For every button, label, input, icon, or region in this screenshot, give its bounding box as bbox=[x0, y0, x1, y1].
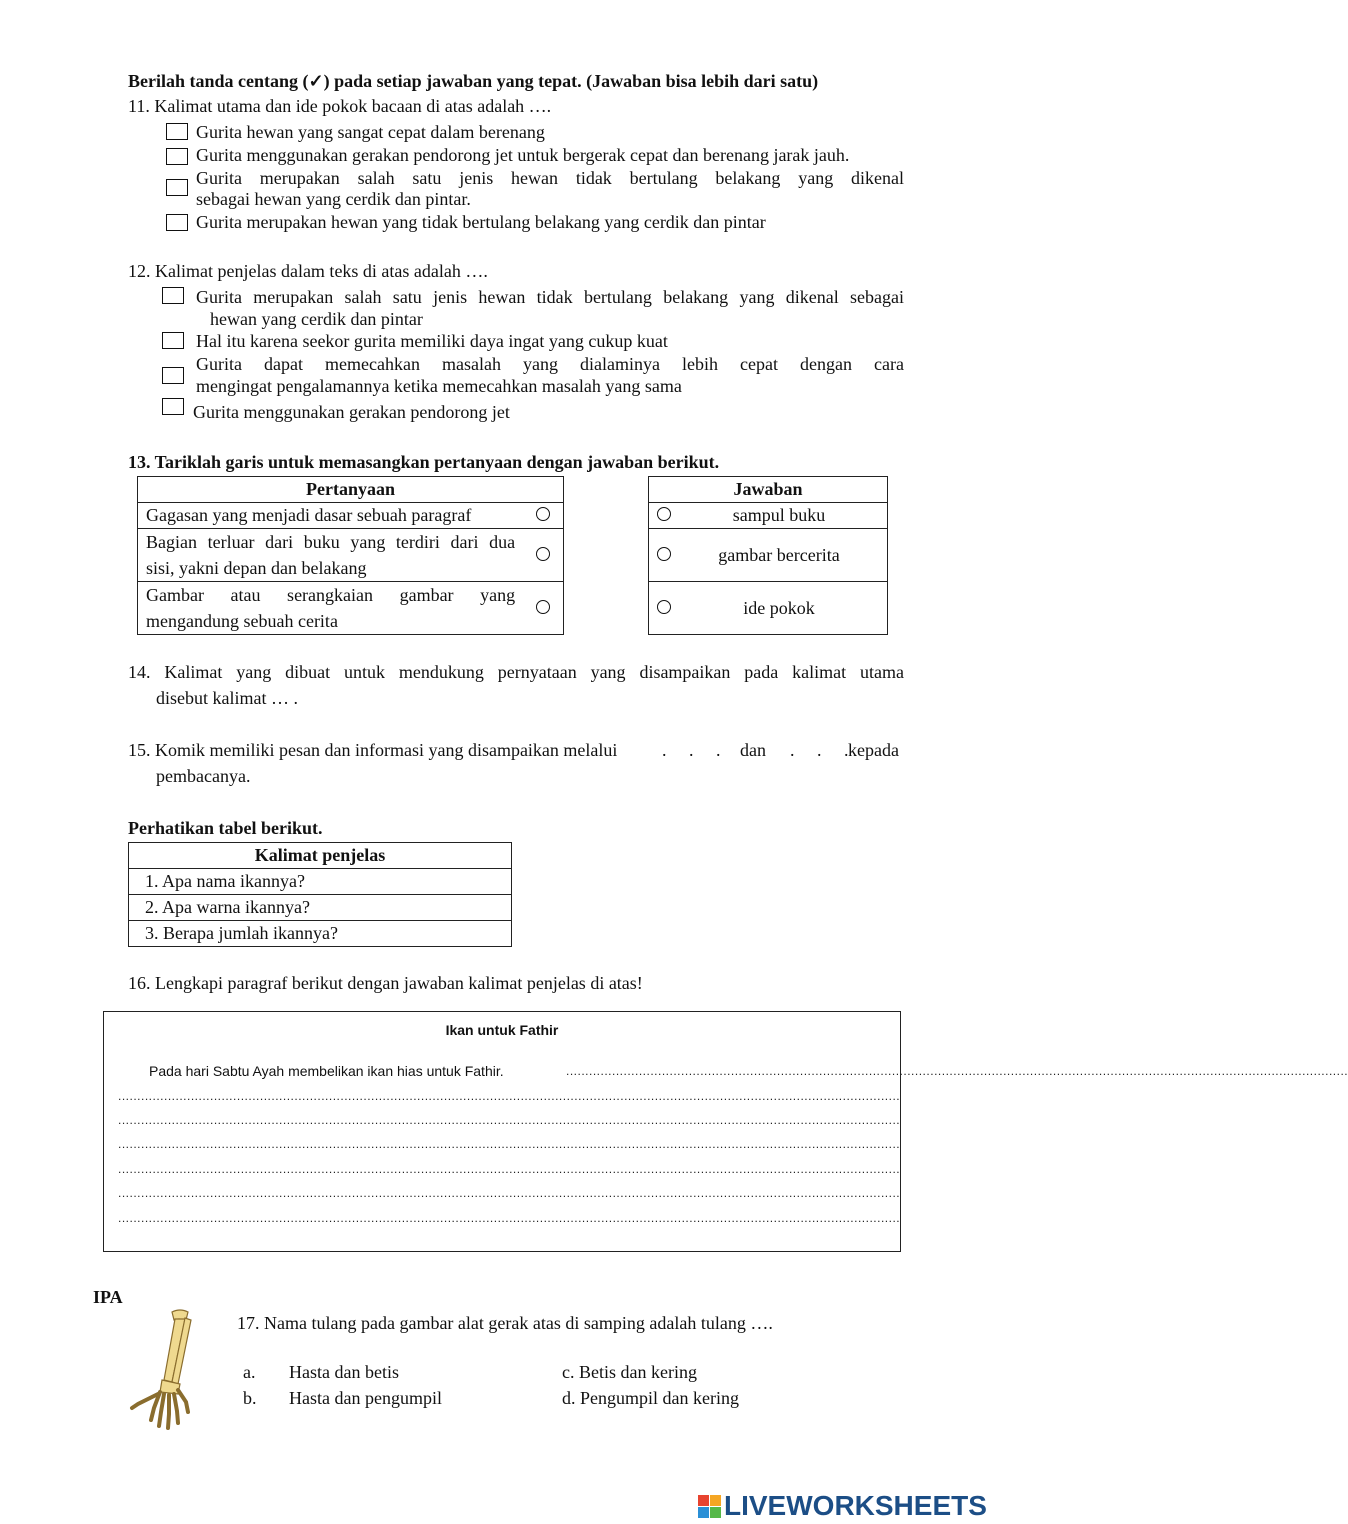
question-1: Gagasan yang menjadi dasar sebuah paragraf bbox=[146, 505, 472, 525]
answer-1-match-dot[interactable] bbox=[657, 507, 671, 521]
question-15-blank-2[interactable]: . . . bbox=[790, 740, 858, 760]
checkbox-q12-b[interactable] bbox=[162, 332, 184, 349]
ipa-heading: IPA bbox=[93, 1287, 123, 1307]
question-3-line2: mengandung sebuah cerita bbox=[146, 611, 338, 631]
checkbox-q12-c[interactable] bbox=[162, 367, 184, 384]
question-15-and: dan bbox=[740, 740, 766, 760]
penjelas-row-3: 3. Berapa jumlah ikannya? bbox=[129, 921, 512, 947]
logo-text: LIVEWORKSHEETS bbox=[724, 1490, 987, 1521]
question-15-line2: pembacanya. bbox=[156, 766, 251, 786]
answers-table bbox=[648, 476, 888, 635]
q12-option-c-line2: mengingat pengalamannya ketika memecahkan masalah yang sama bbox=[196, 376, 682, 396]
question-14-line2: disebut kalimat … . bbox=[156, 688, 298, 708]
checkbox-q11-a[interactable] bbox=[166, 123, 188, 140]
q12-option-a-line2: hewan yang cerdik dan pintar bbox=[210, 309, 423, 329]
arm-bones-image bbox=[128, 1308, 218, 1433]
instruction-text: Berilah tanda centang (✓) pada setiap jawaban yang tepat. (Jawaban bisa lebih dari satu) bbox=[128, 71, 819, 91]
q11-option-c-line2: sebagai hewan yang cerdik dan pintar. bbox=[196, 189, 471, 209]
q17-option-c[interactable]: c. Betis dan kering bbox=[562, 1362, 697, 1382]
question-12-text: 12. Kalimat penjelas dalam teks di atas adalah …. bbox=[128, 261, 488, 281]
answers-header: Jawaban bbox=[649, 477, 888, 503]
question-13-text: 13. Tariklah garis untuk memasangkan pertanyaan dengan jawaban berikut. bbox=[128, 452, 720, 472]
question-2-match-dot[interactable] bbox=[536, 547, 550, 561]
question-15-to: kepada bbox=[848, 740, 899, 760]
checkbox-q12-d[interactable] bbox=[162, 398, 184, 415]
q12-option-d: Gurita menggunakan gerakan pendorong jet bbox=[193, 402, 510, 422]
questions-header: Pertanyaan bbox=[138, 477, 564, 503]
penjelas-table bbox=[128, 842, 512, 947]
q17-option-d[interactable]: d. Pengumpil dan kering bbox=[562, 1388, 739, 1408]
logo-blocks-icon bbox=[698, 1495, 721, 1518]
penjelas-header: Kalimat penjelas bbox=[129, 843, 512, 869]
answer-line-6[interactable]: ............................................................................................................................................................................................................ bbox=[118, 1211, 901, 1225]
answer-2-match-dot[interactable] bbox=[657, 547, 671, 561]
question-14-line1: 14. Kalimat yang dibuat untuk mendukung pernyataan yang disampaikan pada kalimat utama bbox=[128, 662, 904, 682]
q11-option-d: Gurita merupakan hewan yang tidak bertulang belakang yang cerdik dan pintar bbox=[196, 212, 766, 232]
checkbox-q11-c[interactable] bbox=[166, 179, 188, 196]
q11-option-a: Gurita hewan yang sangat cepat dalam berenang bbox=[196, 122, 545, 142]
question-11-text: 11. Kalimat utama dan ide pokok bacaan di atas adalah …. bbox=[128, 96, 552, 116]
paragraph-box bbox=[103, 1011, 1348, 1252]
questions-table bbox=[137, 476, 564, 635]
q12-option-c-line1: Gurita dapat memecahkan masalah yang dialaminya lebih cepat dengan cara bbox=[196, 354, 904, 374]
answer-3: ide pokok bbox=[671, 582, 888, 635]
q12-option-a-line1: Gurita merupakan salah satu jenis hewan tidak bertulang belakang yang dikenal sebagai bbox=[196, 287, 904, 307]
question-1-match-dot[interactable] bbox=[536, 507, 550, 521]
question-3-line1: Gambar atau serangkaian gambar yang bbox=[146, 585, 516, 605]
answer-line-0[interactable]: ............................................................................................................................................................................................................ bbox=[566, 1064, 1348, 1078]
question-cell-2 bbox=[138, 529, 524, 582]
question-16-text: 16. Lengkapi paragraf berikut dengan jawaban kalimat penjelas di atas! bbox=[128, 973, 643, 993]
answer-line-1[interactable]: ............................................................................................................................................................................................................ bbox=[118, 1089, 901, 1103]
q12-option-b: Hal itu karena seekor gurita memiliki daya ingat yang cukup kuat bbox=[196, 331, 668, 351]
answer-2: gambar bercerita bbox=[671, 529, 888, 582]
q17-option-b[interactable]: Hasta dan pengumpil bbox=[289, 1388, 442, 1408]
paragraph-first-line: Pada hari Sabtu Ayah membelikan ikan hias untuk Fathir. bbox=[149, 1063, 504, 1079]
checkbox-q11-b[interactable] bbox=[166, 148, 188, 165]
answer-1: sampul buku bbox=[671, 503, 888, 529]
question-3-match-dot[interactable] bbox=[536, 600, 550, 614]
penjelas-row-1: 1. Apa nama ikannya? bbox=[129, 869, 512, 895]
q11-option-b: Gurita menggunakan gerakan pendorong jet untuk bergerak cepat dan berenang jarak jauh. bbox=[196, 145, 850, 165]
answer-line-2[interactable]: ............................................................................................................................................................................................................ bbox=[118, 1113, 901, 1127]
q17-option-b-letter: b. bbox=[243, 1388, 257, 1408]
penjelas-row-2: 2. Apa warna ikannya? bbox=[129, 895, 512, 921]
liveworksheets-logo bbox=[698, 1490, 987, 1522]
question-15-blank-1[interactable]: . . . bbox=[662, 740, 730, 760]
q17-option-a[interactable]: Hasta dan betis bbox=[289, 1362, 399, 1382]
table-intro: Perhatikan tabel berikut. bbox=[128, 818, 323, 838]
question-2-line1: Bagian terluar dari buku yang terdiri dari dua bbox=[146, 532, 516, 552]
question-15-part1: 15. Komik memiliki pesan dan informasi yang disampaikan melalui bbox=[128, 740, 618, 760]
question-cell-3 bbox=[138, 582, 524, 635]
answer-line-4[interactable]: ............................................................................................................................................................................................................ bbox=[118, 1162, 901, 1176]
question-cell-1 bbox=[138, 503, 524, 529]
q17-option-a-letter: a. bbox=[243, 1362, 256, 1382]
paragraph-title: Ikan untuk Fathir bbox=[445, 1022, 559, 1038]
answer-3-match-dot[interactable] bbox=[657, 600, 671, 614]
question-17-text: 17. Nama tulang pada gambar alat gerak atas di samping adalah tulang …. bbox=[237, 1313, 773, 1333]
checkbox-q12-a[interactable] bbox=[162, 287, 184, 304]
answer-line-5[interactable]: ............................................................................................................................................................................................................ bbox=[118, 1186, 901, 1200]
q11-option-c-line1: Gurita merupakan salah satu jenis hewan tidak bertulang belakang yang dikenal bbox=[196, 168, 904, 188]
answer-line-3[interactable]: ............................................................................................................................................................................................................ bbox=[118, 1137, 901, 1151]
checkbox-q11-d[interactable] bbox=[166, 214, 188, 231]
question-2-line2: sisi, yakni depan dan belakang bbox=[146, 558, 367, 578]
